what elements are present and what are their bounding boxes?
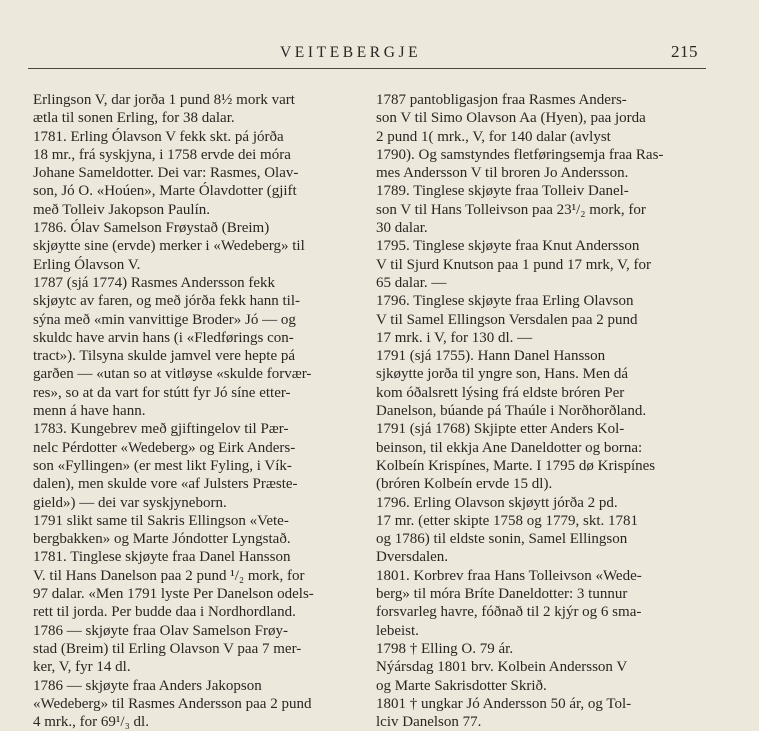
- text-line: 1795. Tinglese skjøyte fraa Knut Andersson: [376, 238, 640, 255]
- text-line: Nýársdag 1801 brv. Kolbein Andersson V: [376, 659, 628, 676]
- text-line: 1791 (sjá 1768) Skjipte etter Anders Kol-: [376, 421, 625, 438]
- text-line: 1786 — skjøyte fraa Anders Jakopson: [33, 677, 262, 694]
- header-rule: [28, 68, 706, 69]
- text-line: forsvarleg havre, fóðnað til 2 kjýr og 6 sma-: [376, 604, 642, 621]
- text-line: skuldc have arvin hans (i «Fledførings con-: [33, 329, 294, 346]
- text-line: sjkøytte jorða til yngre son, Hans. Men dá: [376, 366, 629, 383]
- text-line: með Tolleiv Jakopson Paulín.: [33, 201, 210, 218]
- text-line: nelc Pérdotter «Wedeberg» og Eirk Anders-: [33, 439, 296, 456]
- text-line: lciv Danelson 77.: [376, 714, 482, 731]
- text-line: og 1786) til eldste sonin, Samel Ellingson: [376, 531, 628, 548]
- text-line: 97 dalar. «Men 1791 lyste Per Danelson odels-: [33, 586, 314, 603]
- text-line: res», so at da vart for stútt fyr Jó síne etter-: [33, 384, 291, 401]
- text-line: 17 mr. (etter skipte 1758 og 1779, skt. 1781: [376, 512, 639, 529]
- text-line: beinson, til ekkja Ane Daneldotter og borna:: [376, 439, 643, 456]
- text-line: 1787 (sjá 1774) Rasmes Andersson fekk: [33, 274, 276, 291]
- text-line: mes Andersson V til broren Jo Andersson.: [376, 165, 629, 182]
- text-line: 1798 † Elling O. 79 ár.: [376, 640, 514, 657]
- text-line: 1783. Kungebrev með gjiftingelov til Pær-: [33, 421, 289, 438]
- text-line: skjøytte sine (ervde) merker i «Wedeberg» til: [33, 238, 305, 255]
- text-line: sýna með «min vanvittige Broder» Jó — og: [33, 311, 296, 328]
- text-line: V til Samel Ellingson Versdalen paa 2 pund: [376, 311, 638, 328]
- text-line: bergbakken» og Marte Jóndotter Lyngstað.: [33, 531, 291, 548]
- text-line: V til Sjurd Knutson paa 1 pund 17 mrk, V, for: [376, 256, 652, 273]
- text-line: Danelson, búande pá Thaúle i Norðhorðland.: [376, 403, 647, 420]
- text-line: 1787 pantobligasjon fraa Rasmes Anders-: [376, 92, 627, 108]
- text-line: kom óðalsrett lýsing frá eldste bróren Per: [376, 384, 625, 401]
- text-line: tract»). Tilsyna skulde jamvel vere hepte pá: [33, 348, 296, 365]
- text-line: og Marte Sakrisdotter Skrið.: [376, 677, 547, 694]
- running-title: VEITEBERGJE: [280, 44, 422, 61]
- text-line: garðen — «utan so at vitløyse «skulde forvær-: [33, 366, 312, 383]
- text-line: son, Jó O. «Hoúen», Marte Ólavdotter (gjift: [33, 183, 297, 200]
- text-line: dalen), men skulde vore «af Julsters Præste-: [33, 476, 298, 493]
- text-line: Kolbeín Krispínes, Marte. I 1795 dø Krispínes: [376, 457, 656, 474]
- text-line: 65 dalar. —: [376, 274, 447, 291]
- text-line: 1796. Tinglese skjøyte fraa Erling Olavson: [376, 293, 634, 310]
- text-line: 30 dalar.: [376, 220, 428, 237]
- text-line: menn á have hann.: [33, 403, 146, 420]
- text-line: V. til Hans Danelson paa 2 pund ¹/₂ mork, for: [33, 567, 305, 584]
- text-line: Johane Sameldotter. Dei var: Rasmes, Olav-: [33, 165, 299, 182]
- left-text-column: [33, 91, 361, 731]
- text-line: 1786 — skjøyte fraa Olav Samelson Frøy-: [33, 622, 288, 639]
- text-line: Erling Ólavson V.: [33, 256, 141, 273]
- page-number: 215: [671, 42, 698, 61]
- text-line: ker, V, fyr 14 dl.: [33, 659, 131, 676]
- text-line: 17 mrk. i V, for 130 dl. —: [376, 329, 533, 346]
- text-line: gield») — dei var syskjyneborn.: [33, 494, 227, 511]
- text-line: «Wedeberg» til Rasmes Andersson paa 2 pund: [33, 695, 312, 712]
- text-line: stad (Breim) til Erling Olavson V paa 7 mer-: [33, 640, 302, 657]
- text-line: 2 pund 1( mrk., V, for 140 dalar (avlyst: [376, 128, 611, 145]
- text-line: 1781. Tinglese skjøyte fraa Danel Hansson: [33, 549, 291, 566]
- right-text-column: [376, 91, 704, 731]
- text-line: son V til Hans Tolleivson paa 23¹/₂ mork, for: [376, 201, 646, 218]
- text-line: 1789. Tinglese skjøyte fraa Tolleiv Danel-: [376, 183, 629, 200]
- text-line: 1791 slikt same til Sakris Ellingson «Vete-: [33, 512, 289, 529]
- text-line: lebeist.: [376, 622, 419, 639]
- text-line: 1796. Erling Olavson skjøytt jórða 2 pd.: [376, 494, 618, 511]
- text-line: Dversdalen.: [376, 549, 449, 566]
- text-line: ætla til sonen Erling, for 38 dalar.: [33, 110, 235, 127]
- text-line: son «Fyllingen» (er mest likt Fyling, i Vík-: [33, 457, 292, 474]
- text-line: 1790). Og samstyndes fletføringsemja fraa Ras-: [376, 146, 664, 163]
- text-line: 4 mrk., for 69¹/₃ dl.: [33, 714, 149, 731]
- text-line: 1791 (sjá 1755). Hann Danel Hansson: [376, 348, 606, 365]
- text-line: 1781. Erling Ólavson V fekk skt. pá jórða: [33, 128, 284, 145]
- text-line: berg» til móra Bríte Daneldotter: 3 tunnur: [376, 586, 628, 603]
- text-line: son V til Simo Olavson Aa (Hyen), paa jorda: [376, 110, 646, 127]
- text-line: skjøytc av faren, og með jórða fekk hann til-: [33, 293, 300, 310]
- text-line: rett til jorda. Per budde daa i Nordhordland.: [33, 604, 296, 621]
- text-line: 18 mr., frá syskjyna, i 1758 ervde dei móra: [33, 146, 291, 163]
- text-line: 1786. Ólav Samelson Frøystað (Breim): [33, 220, 270, 237]
- text-line: Erlingson V, dar jorða 1 pund 8½ mork vart: [33, 92, 295, 108]
- text-line: 1801. Korbrev fraa Hans Tolleivson «Wede-: [376, 567, 642, 584]
- text-line: (bróren Kolbeín ervde 15 dl).: [376, 476, 553, 493]
- text-line: 1801 † ungkar Jó Andersson 50 ár, og Tol-: [376, 695, 632, 712]
